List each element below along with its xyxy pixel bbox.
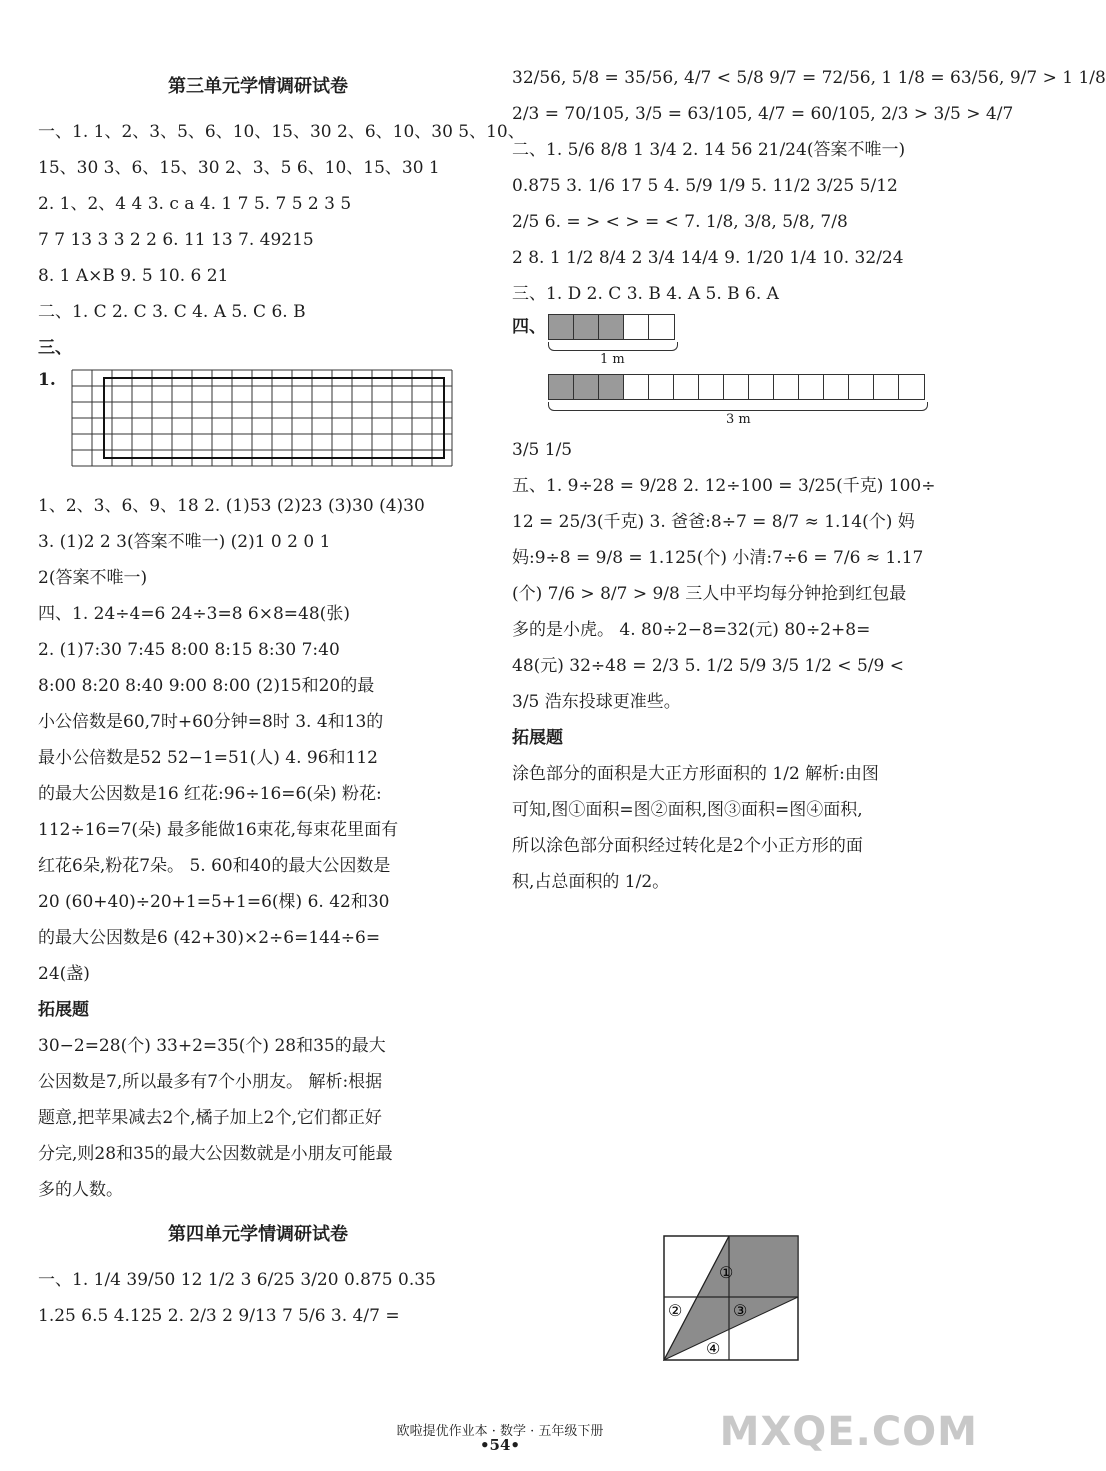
answer-line: 2(答案不唯一)	[38, 568, 148, 588]
extension-heading: 拓展题	[512, 728, 563, 748]
fig-label-2: ②	[668, 1301, 683, 1320]
grid-label: 1.	[38, 370, 56, 390]
fig-label-1: ①	[719, 1263, 734, 1282]
bar-3m	[548, 374, 925, 400]
answer-line: 多的是小虎。 4. 80÷2−8=32(元) 80÷2+8=	[512, 620, 871, 640]
watermark: MXQE.COM	[719, 1409, 978, 1455]
answer-line: 五、1. 9÷28 = 9/28 2. 12÷100 = 3/25(千克) 100÷	[512, 476, 936, 496]
brace-1m	[548, 342, 678, 351]
answer-line: 所以涂色部分面积经过转化是2个小正方形的面	[512, 836, 863, 856]
answer-line: 30−2=28(个) 33+2=35(个) 28和35的最大	[38, 1036, 386, 1056]
fig-label-3: ③	[733, 1301, 748, 1320]
answer-line: 20 (60+40)÷20+1=5+1=6(棵) 6. 42和30	[38, 892, 390, 912]
answer-line: 15、30 3、6、15、30 2、3、5 6、10、15、30 1	[38, 158, 440, 178]
answer-line: 的最大公因数是16 红花:96÷16=6(朵) 粉花:	[38, 784, 382, 804]
answer-line: 8. 1 A×B 9. 5 10. 6 21	[38, 266, 229, 286]
answer-line: 32/56, 5/8 = 35/56, 4/7 < 5/8 9/7 = 72/56, 1 1/8 = 63/56, 9/7 > 1 1/8	[512, 68, 1106, 88]
answer-line: 的最大公因数是6 (42+30)×2÷6=144÷6=	[38, 928, 381, 948]
grid-drawing	[70, 370, 460, 482]
answer-line: 112÷16=7(朵) 最多能做16束花,每束花里面有	[38, 820, 399, 840]
answer-line: 四、1. 24÷4=6 24÷3=8 6×8=48(张)	[38, 604, 350, 624]
section-title-unit3: 第三单元学情调研试卷	[168, 76, 348, 97]
page-number: •54•	[479, 1436, 521, 1454]
answer-line: 分完,则28和35的最大公因数就是小朋友可能最	[38, 1144, 393, 1164]
answer-line: 妈:9÷8 = 9/8 = 1.125(个) 小清:7÷6 = 7/6 ≈ 1.17	[512, 548, 924, 568]
answer-line: 3. (1)2 2 3(答案不唯一) (2)1 0 2 0 1	[38, 532, 331, 552]
answer-line: 2 8. 1 1/2 8/4 2 3/4 14/4 9. 1/20 1/4 10. 32/24	[512, 248, 904, 268]
answer-line: 8:00 8:20 8:40 9:00 8:00 (2)15和20的最	[38, 676, 375, 696]
answer-line: 7 7 13 3 3 2 2 6. 11 13 7. 49215	[38, 230, 314, 250]
answer-line: 二、1. 5/6 8/8 1 3/4 2. 14 56 21/24(答案不唯一)	[512, 140, 906, 160]
answer-line: 最小公倍数是52 52−1=51(人) 4. 96和112	[38, 748, 378, 768]
bar-diagrams	[512, 312, 952, 432]
answer-line: 12 = 25/3(千克) 3. 爸爸:8÷7 = 8/7 ≈ 1.14(个) 妈	[512, 512, 915, 532]
footer-book-title: 欧啦提优作业本 · 数学 · 五年级下册	[396, 1424, 604, 1439]
answer-line: 48(元) 32÷48 = 2/3 5. 1/2 5/9 3/5 1/2 < 5/9 <	[512, 656, 904, 676]
answer-line: 2. 1、2、4 4 3. c a 4. 1 7 5. 7 5 2 3 5	[38, 194, 352, 214]
answer-line: 1.25 6.5 4.125 2. 2/3 2 9/13 7 5/6 3. 4/7 =	[38, 1306, 400, 1326]
answer-line: 24(盏)	[38, 964, 90, 984]
answer-line: 0.875 3. 1/6 17 5 4. 5/9 1/9 5. 11/2 3/25 5/12	[512, 176, 898, 196]
bar-3m-label: 3 m	[726, 412, 751, 427]
answer-line: (个) 7/6 > 8/7 > 9/8 三人中平均每分钟抢到红包最	[512, 584, 907, 604]
section-title-unit4: 第四单元学情调研试卷	[168, 1224, 348, 1245]
answer-line: 积,占总面积的 1/2。	[512, 872, 670, 892]
answer-line: 公因数是7,所以最多有7个小朋友。 解析:根据	[38, 1072, 383, 1092]
answer-line: 三、1. D 2. C 3. B 4. A 5. B 6. A	[512, 284, 779, 304]
answer-line: 2/3 = 70/105, 3/5 = 63/105, 4/7 = 60/105, 2/3 > 3/5 > 4/7	[512, 104, 1014, 124]
answer-line: 红花6朵,粉花7朵。 5. 60和40的最大公因数是	[38, 856, 391, 876]
answer-line: 1、2、3、6、9、18 2. (1)53 (2)23 (3)30 (4)30	[38, 496, 425, 516]
extension-heading: 拓展题	[38, 1000, 89, 1020]
answer-line: 3/5 浩东投球更准些。	[512, 692, 681, 712]
answer-line: 题意,把苹果减去2个,橘子加上2个,它们都正好	[38, 1108, 382, 1128]
fig-label-4: ④	[706, 1339, 721, 1358]
square-figure	[662, 1234, 802, 1364]
answer-line: 二、1. C 2. C 3. C 4. A 5. C 6. B	[38, 302, 306, 322]
left-column	[38, 60, 525, 1334]
answer-line: 可知,图①面积=图②面积,图③面积=图④面积,	[512, 800, 863, 820]
answer-line: 3/5 1/5	[512, 440, 573, 460]
bar-1m-label: 1 m	[600, 352, 625, 367]
answer-line: 一、1. 1、2、3、5、6、10、15、30 2、6、10、30 5、10、	[38, 122, 525, 142]
answer-line: 一、1. 1/4 39/50 12 1/2 3 6/25 3/20 0.875 0.35	[38, 1270, 436, 1290]
brace-3m	[548, 402, 928, 411]
answer-line: 三、	[38, 338, 72, 358]
answer-line: 小公倍数是60,7时+60分钟=8时 3. 4和13的	[38, 712, 384, 732]
section-label: 四、	[512, 317, 546, 337]
answer-line: 2/5 6. = > < > = < 7. 1/8, 3/8, 5/8, 7/8	[512, 212, 848, 232]
answer-line: 2. (1)7:30 7:45 8:00 8:15 8:30 7:40	[38, 640, 340, 660]
bar-1m	[548, 314, 675, 340]
right-column	[512, 60, 1106, 900]
grid-figure	[38, 370, 478, 488]
answer-line: 涂色部分的面积是大正方形面积的 1/2 解析:由图	[512, 764, 879, 784]
answer-line: 多的人数。	[38, 1180, 123, 1200]
